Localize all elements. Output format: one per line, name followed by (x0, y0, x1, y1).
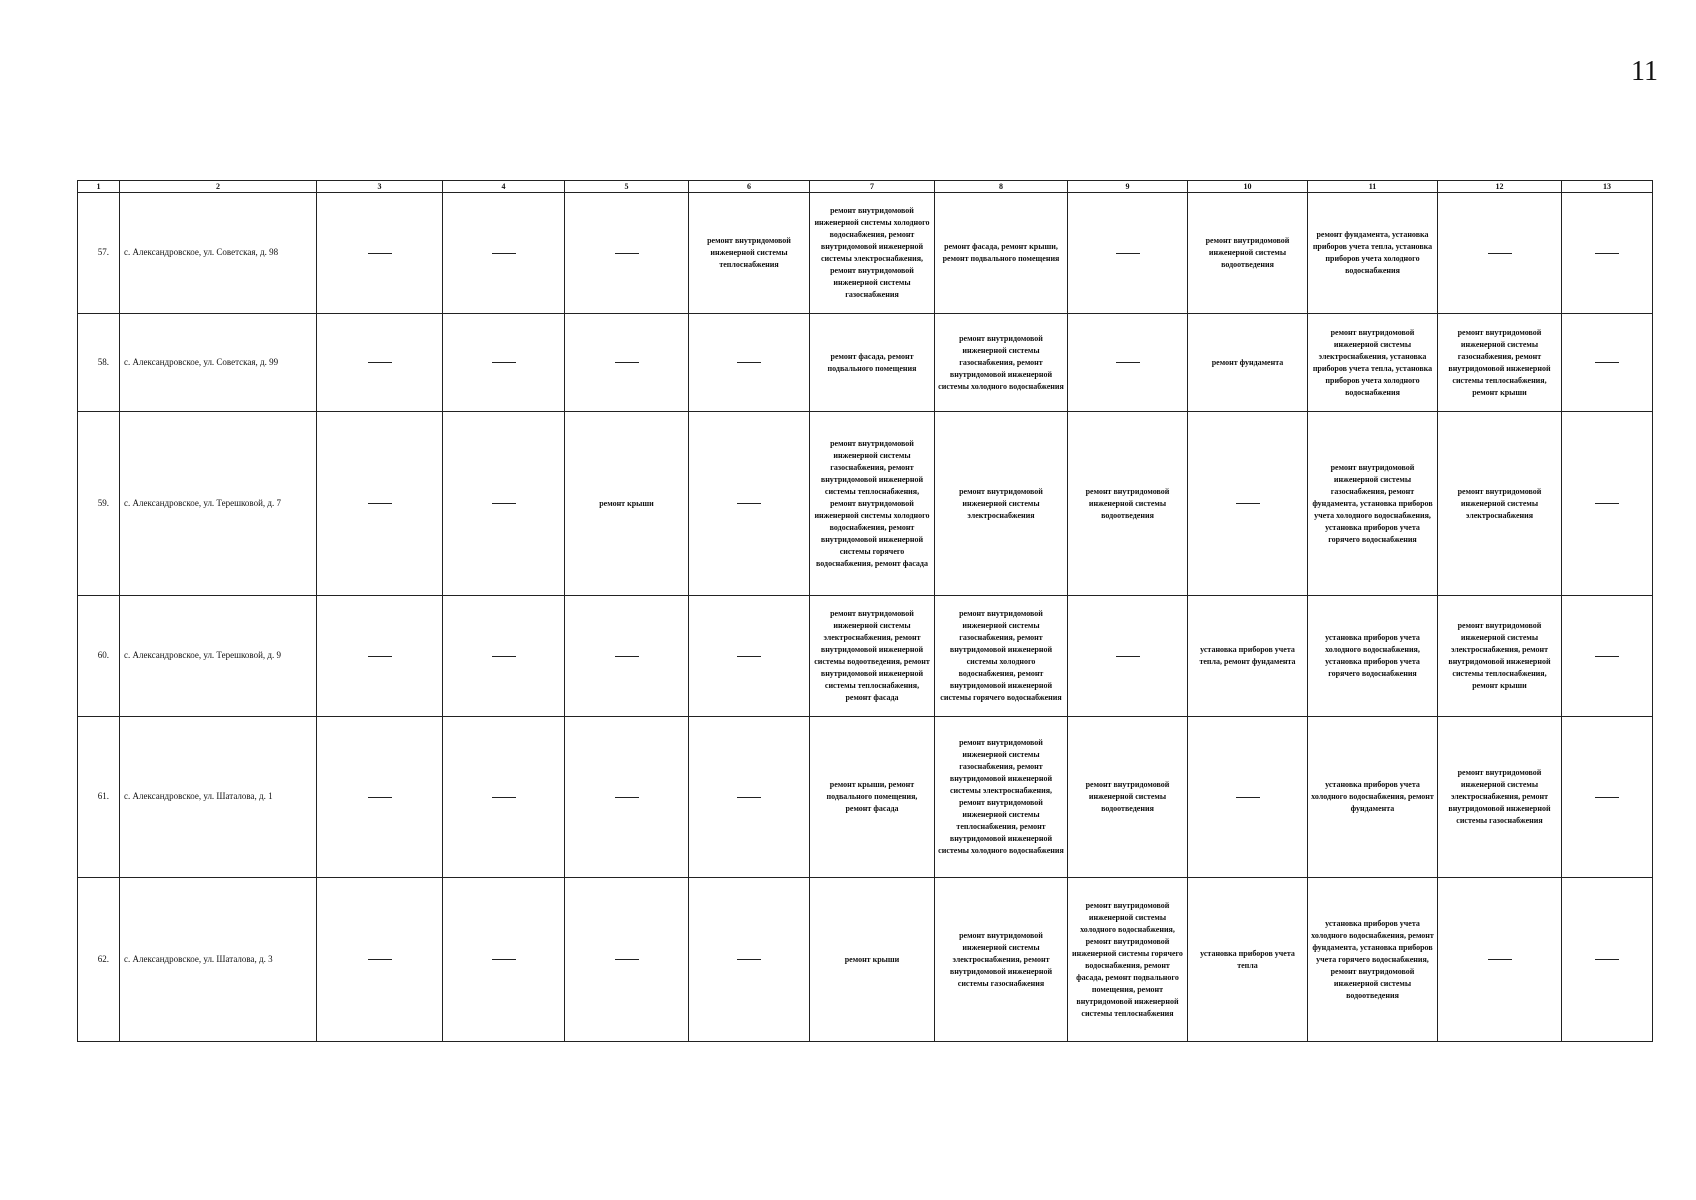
row-number-cell: 60. (78, 596, 120, 717)
dash-mark (1116, 253, 1140, 254)
work-cell: ремонт фундамента, установка приборов учета тепла, установка приборов учета холодного водоснабжения (1308, 193, 1438, 314)
table-row (78, 717, 1653, 878)
table-row (78, 596, 1653, 717)
page-number: 11 (1631, 56, 1658, 87)
dash-mark (492, 253, 516, 254)
work-cell (1188, 717, 1308, 878)
work-cell: ремонт внутридомовой инженерной системы газоснабжения, ремонт внутридомовой инженерной системы электроснабжения, ремонт внутридомовой инженерной системы теплоснабжения, ремонт внутридомовой инженерной системы холодного водоснабжения (935, 717, 1068, 878)
work-cell (1562, 878, 1653, 1042)
dash-mark (368, 503, 392, 504)
address-cell: с. Александровское, ул. Шаталова, д. 1 (120, 717, 317, 878)
work-cell (689, 878, 810, 1042)
dash-mark (368, 253, 392, 254)
dash-mark (1595, 503, 1619, 504)
work-cell: ремонт внутридомовой инженерной системы газоснабжения, ремонт фундамента, установка приборов учета холодного водоснабжения, установка приборов учета горячего водоснабжения (1308, 412, 1438, 596)
column-header-7: 7 (810, 181, 935, 193)
column-header-3: 3 (317, 181, 443, 193)
work-cell (1188, 412, 1308, 596)
work-cell (317, 878, 443, 1042)
dash-mark (1236, 797, 1260, 798)
dash-mark (1595, 959, 1619, 960)
dash-mark (1236, 503, 1260, 504)
dash-mark (492, 959, 516, 960)
column-header-12: 12 (1438, 181, 1562, 193)
column-number-row (78, 181, 1653, 193)
work-cell: ремонт внутридомовой инженерной системы электроснабжения, ремонт внутридомовой инженерной системы водоотведения, ремонт внутридомовой инженерной системы теплоснабжения, ремонт фасада (810, 596, 935, 717)
row-number-cell: 62. (78, 878, 120, 1042)
work-cell: ремонт внутридомовой инженерной системы водоотведения (1068, 717, 1188, 878)
work-cell (689, 717, 810, 878)
work-cell: ремонт внутридомовой инженерной системы водоотведения (1188, 193, 1308, 314)
column-header-2: 2 (120, 181, 317, 193)
dash-mark (492, 503, 516, 504)
dash-mark (368, 959, 392, 960)
column-header-8: 8 (935, 181, 1068, 193)
work-cell: ремонт внутридомовой инженерной системы электроснабжения (1438, 412, 1562, 596)
work-cell: ремонт внутридомовой инженерной системы теплоснабжения (689, 193, 810, 314)
work-cell: установка приборов учета тепла, ремонт фундамента (1188, 596, 1308, 717)
work-cell (565, 878, 689, 1042)
dash-mark (368, 362, 392, 363)
work-cell (1562, 596, 1653, 717)
work-cell (1068, 193, 1188, 314)
dash-mark (1116, 656, 1140, 657)
column-header-10: 10 (1188, 181, 1308, 193)
dash-mark (492, 656, 516, 657)
dash-mark (1595, 253, 1619, 254)
work-cell (1562, 193, 1653, 314)
work-cell (689, 596, 810, 717)
work-cell (1562, 314, 1653, 412)
work-cell (565, 314, 689, 412)
dash-mark (615, 362, 639, 363)
dash-mark (737, 656, 761, 657)
work-cell: установка приборов учета холодного водоснабжения, ремонт фундамента (1308, 717, 1438, 878)
work-cell (317, 717, 443, 878)
dash-mark (615, 959, 639, 960)
work-cell: ремонт внутридомовой инженерной системы водоотведения (1068, 412, 1188, 596)
dash-mark (615, 797, 639, 798)
dash-mark (615, 253, 639, 254)
address-cell: с. Александровское, ул. Советская, д. 99 (120, 314, 317, 412)
row-number-cell: 58. (78, 314, 120, 412)
work-cell (317, 596, 443, 717)
table-header (78, 181, 1653, 193)
work-cell: ремонт крыши, ремонт подвального помещения, ремонт фасада (810, 717, 935, 878)
work-cell (1068, 596, 1188, 717)
dash-mark (737, 362, 761, 363)
table-row (78, 193, 1653, 314)
column-header-5: 5 (565, 181, 689, 193)
work-cell (317, 412, 443, 596)
table-row (78, 878, 1653, 1042)
dash-mark (1116, 362, 1140, 363)
work-cell: ремонт внутридомовой инженерной системы холодного водоснабжения, ремонт внутридомовой инженерной системы горячего водоснабжения, ремонт фасада, ремонт подвального помещения, ремонт внутридомовой инженерной системы теплоснабжения (1068, 878, 1188, 1042)
dash-mark (1488, 253, 1512, 254)
dash-mark (368, 656, 392, 657)
work-cell (689, 314, 810, 412)
work-cell: установка приборов учета холодного водоснабжения, ремонт фундамента, установка приборов учета горячего водоснабжения, ремонт внутридомовой инженерной системы водоотведения (1308, 878, 1438, 1042)
work-cell (443, 193, 565, 314)
dash-mark (737, 797, 761, 798)
work-schedule-table (77, 180, 1653, 1042)
work-cell (443, 412, 565, 596)
work-cell (443, 717, 565, 878)
work-cell (317, 193, 443, 314)
work-cell: установка приборов учета тепла (1188, 878, 1308, 1042)
work-cell: ремонт фасада, ремонт подвального помещения (810, 314, 935, 412)
work-cell: ремонт внутридомовой инженерной системы электроснабжения, ремонт внутридомовой инженерной системы теплоснабжения, ремонт крыши (1438, 596, 1562, 717)
column-header-9: 9 (1068, 181, 1188, 193)
address-cell: с. Александровское, ул. Терешковой, д. 7 (120, 412, 317, 596)
work-cell: установка приборов учета холодного водоснабжения, установка приборов учета горячего водоснабжения (1308, 596, 1438, 717)
dash-mark (737, 503, 761, 504)
work-cell (1562, 412, 1653, 596)
dash-mark (492, 797, 516, 798)
address-cell: с. Александровское, ул. Терешковой, д. 9 (120, 596, 317, 717)
work-cell: ремонт крыши (810, 878, 935, 1042)
row-number-cell: 61. (78, 717, 120, 878)
dash-mark (1595, 656, 1619, 657)
work-cell: ремонт крыши (565, 412, 689, 596)
work-cell: ремонт внутридомовой инженерной системы газоснабжения, ремонт внутридомовой инженерной системы холодного водоснабжения, ремонт внутридомовой инженерной системы горячего водоснабжения (935, 596, 1068, 717)
column-header-6: 6 (689, 181, 810, 193)
table-body (78, 193, 1653, 1042)
work-cell: ремонт внутридомовой инженерной системы электроснабжения, установка приборов учета тепла, установка приборов учета холодного водоснабжения (1308, 314, 1438, 412)
work-cell: ремонт внутридомовой инженерной системы холодного водоснабжения, ремонт внутридомовой инженерной системы электроснабжения, ремонт внутридомовой инженерной системы газоснабжения (810, 193, 935, 314)
work-cell (1562, 717, 1653, 878)
address-cell: с. Александровское, ул. Шаталова, д. 3 (120, 878, 317, 1042)
work-cell: ремонт внутридомовой инженерной системы электроснабжения (935, 412, 1068, 596)
work-cell: ремонт внутридомовой инженерной системы электроснабжения, ремонт внутридомовой инженерной системы газоснабжения (935, 878, 1068, 1042)
work-cell (1438, 193, 1562, 314)
work-cell: ремонт внутридомовой инженерной системы газоснабжения, ремонт внутридомовой инженерной системы холодного водоснабжения (935, 314, 1068, 412)
work-cell (1438, 878, 1562, 1042)
work-cell (317, 314, 443, 412)
work-cell (689, 412, 810, 596)
dash-mark (368, 797, 392, 798)
column-header-4: 4 (443, 181, 565, 193)
work-cell: ремонт внутридомовой инженерной системы газоснабжения, ремонт внутридомовой инженерной системы теплоснабжения, ремонт внутридомовой инженерной системы холодного водоснабжения, ремонт внутридомовой инженерной системы горячего водоснабжения, ремонт фасада (810, 412, 935, 596)
address-cell: с. Александровское, ул. Советская, д. 98 (120, 193, 317, 314)
dash-mark (737, 959, 761, 960)
work-cell (565, 596, 689, 717)
dash-mark (492, 362, 516, 363)
table-row (78, 412, 1653, 596)
work-cell: ремонт фундамента (1188, 314, 1308, 412)
work-cell (565, 717, 689, 878)
work-cell: ремонт фасада, ремонт крыши, ремонт подвального помещения (935, 193, 1068, 314)
work-cell (1068, 314, 1188, 412)
work-cell (443, 596, 565, 717)
column-header-1: 1 (78, 181, 120, 193)
dash-mark (615, 656, 639, 657)
work-cell (443, 314, 565, 412)
dash-mark (1595, 797, 1619, 798)
table-row (78, 314, 1653, 412)
work-cell (443, 878, 565, 1042)
column-header-11: 11 (1308, 181, 1438, 193)
row-number-cell: 57. (78, 193, 120, 314)
work-cell: ремонт внутридомовой инженерной системы электроснабжения, ремонт внутридомовой инженерной системы газоснабжения (1438, 717, 1562, 878)
dash-mark (1488, 959, 1512, 960)
dash-mark (1595, 362, 1619, 363)
work-cell: ремонт внутридомовой инженерной системы газоснабжения, ремонт внутридомовой инженерной системы теплоснабжения, ремонт крыши (1438, 314, 1562, 412)
column-header-13: 13 (1562, 181, 1653, 193)
work-cell (565, 193, 689, 314)
row-number-cell: 59. (78, 412, 120, 596)
